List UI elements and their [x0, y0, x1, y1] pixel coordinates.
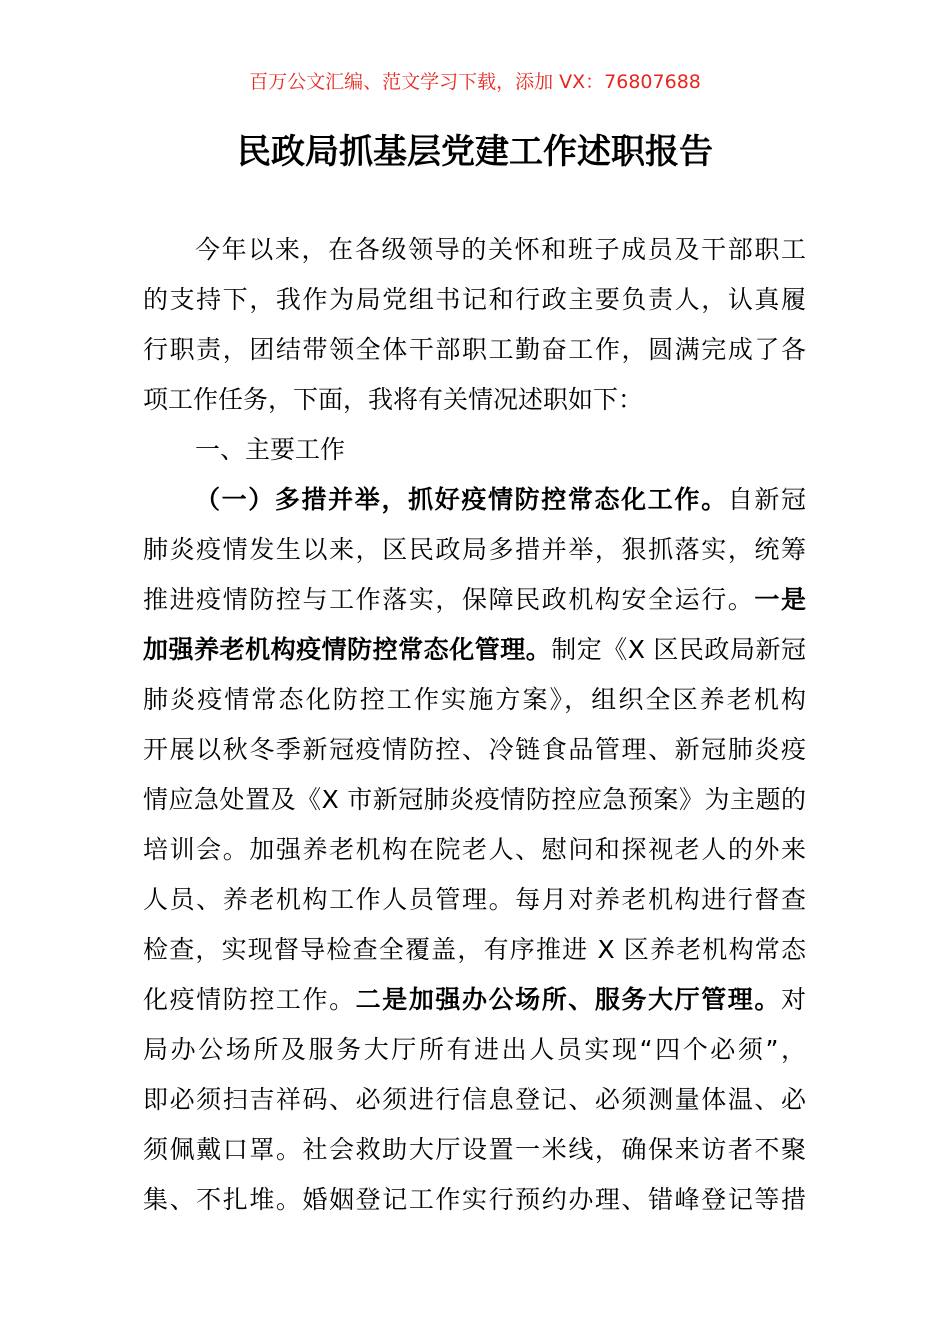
text-run: 检查，实现督导检查全覆盖，有序推进 X 区养老机构常态 [143, 935, 806, 964]
text-run: 对 [780, 985, 806, 1014]
text-run: 培训会。加强养老机构在院老人、慰问和探视老人的外来 [143, 835, 806, 864]
body-line-4 [143, 375, 806, 425]
body-line-16 [143, 975, 806, 1025]
bold-text-run: 加强养老机构疫情防控常态化管理。 [143, 635, 552, 664]
body-line-13 [143, 825, 806, 875]
text-run: 肺炎疫情常态化防控工作实施方案》，组织全区养老机构 [143, 685, 806, 714]
body-line-17 [143, 1025, 806, 1075]
text-run: 化疫情防控工作。 [143, 985, 356, 1014]
body-line-7 [143, 525, 806, 575]
body-line-11 [143, 725, 806, 775]
section-heading-main-work [143, 425, 806, 475]
text-run: 须佩戴口罩。社会救助大厅设置一米线，确保来访者不聚 [143, 1135, 806, 1164]
body-line-1 [143, 225, 806, 275]
text-run: 人员、养老机构工作人员管理。每月对养老机构进行督查 [143, 885, 806, 914]
text-run: 局办公场所及服务大厅所有进出人员实现“四个必须”， [143, 1035, 806, 1064]
document-body [143, 225, 806, 1225]
body-line-20 [143, 1175, 806, 1225]
text-run: 肺炎疫情发生以来，区民政局多措并举，狠抓落实，统筹 [143, 535, 806, 564]
text-run: 项工作任务，下面，我将有关情况述职如下： [143, 385, 644, 414]
text-run: 开展以秋冬季新冠疫情防控、冷链食品管理、新冠肺炎疫 [143, 735, 806, 764]
text-run: 集、不扎堆。婚姻登记工作实行预约办理、错峰登记等措 [143, 1185, 806, 1214]
text-run: 即必须扫吉祥码、必须进行信息登记、必须测量体温、必 [143, 1085, 806, 1114]
text-run: 一、主要工作 [195, 435, 346, 464]
body-line-15 [143, 925, 806, 975]
text-run: 制定《X 区民政局新冠 [551, 635, 806, 664]
body-line-14 [143, 875, 806, 925]
text-run: 自新冠 [727, 485, 806, 514]
body-line-9 [143, 625, 806, 675]
text-run: 推进疫情防控与工作落实，保障民政机构安全运行。 [143, 585, 755, 614]
text-run: 情应急处置及《X 市新冠肺炎疫情防控应急预案》为主题的 [143, 785, 806, 814]
body-line-3 [143, 325, 806, 375]
bold-text-run: 二是加强办公场所、服务大厅管理。 [355, 985, 781, 1014]
document-title: 民政局抓基层党建工作述职报告 [237, 132, 713, 172]
body-line-19 [143, 1125, 806, 1175]
text-run: 的支持下，我作为局党组书记和行政主要负责人，认真履 [143, 285, 806, 314]
subsection-heading-bold: （一）多措并举，抓好疫情防控常态化工作。 [195, 485, 728, 514]
body-line-8 [143, 575, 806, 625]
body-line-18 [143, 1075, 806, 1125]
text-run: 行职责，团结带领全体干部职工勤奋工作，圆满完成了各 [143, 335, 806, 364]
body-line-6 [143, 475, 806, 525]
body-line-10 [143, 675, 806, 725]
body-line-12 [143, 775, 806, 825]
bold-text-run: 一是 [754, 585, 806, 614]
header-watermark-text: 百万公文汇编、范文学习下载，添加 VX：76807688 [249, 71, 701, 93]
body-line-2 [143, 275, 806, 325]
text-run: 今年以来，在各级领导的关怀和班子成员及干部职工 [195, 235, 806, 264]
